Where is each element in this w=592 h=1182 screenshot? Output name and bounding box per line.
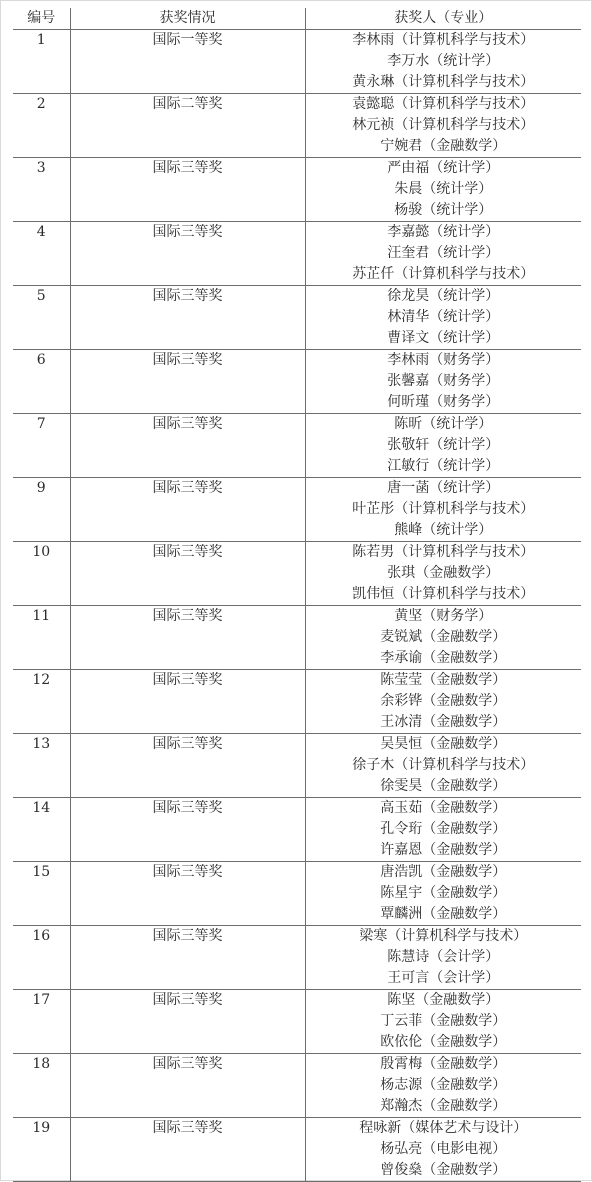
award-level: 国际三等奖 <box>70 1118 305 1182</box>
winners-cell <box>305 158 581 222</box>
winners-cell <box>305 1118 581 1182</box>
winner-entry: 张馨嘉（财务学） <box>387 373 500 389</box>
row-number: 14 <box>13 798 70 862</box>
award-level: 国际三等奖 <box>70 414 305 478</box>
winner-entry: 陈若男（计算机科学与技术） <box>352 544 535 560</box>
winner-entry: 程咏新（媒体艺术与设计） <box>359 1120 528 1136</box>
winner-entry: 林清华（统计学） <box>387 309 500 325</box>
winners-cell <box>305 798 581 862</box>
winner-entry: 李林雨（财务学） <box>387 352 500 368</box>
table-row <box>13 286 581 350</box>
winner-entry: 李万水（统计学） <box>387 53 500 69</box>
winners-cell <box>305 350 581 414</box>
winners-cell <box>305 414 581 478</box>
winner-entry: 杨骏（统计学） <box>394 202 493 218</box>
winner-entry: 宁婉君（金融数学） <box>380 138 507 154</box>
table-row <box>13 670 581 734</box>
table-row <box>13 30 581 94</box>
row-number: 18 <box>13 1054 70 1118</box>
winner-entry: 李嘉懿（统计学） <box>387 224 500 240</box>
winner-entry: 欧依伦（金融数学） <box>380 1034 507 1050</box>
winner-entry: 张敬轩（统计学） <box>387 437 500 453</box>
table-row <box>13 158 581 222</box>
header-row <box>13 8 581 30</box>
winners-cell <box>305 926 581 990</box>
table-row <box>13 478 581 542</box>
table-row <box>13 1118 581 1182</box>
row-number: 19 <box>13 1118 70 1182</box>
winner-entry: 林元祯（计算机科学与技术） <box>352 117 535 133</box>
winner-entry: 徐子木（计算机科学与技术） <box>352 757 535 773</box>
winner-entry: 唐一菡（统计学） <box>387 480 500 496</box>
winner-entry: 殷霄梅（金融数学） <box>380 1056 507 1072</box>
row-number: 4 <box>13 222 70 286</box>
winner-entry: 李承谕（金融数学） <box>380 650 507 666</box>
row-number: 11 <box>13 606 70 670</box>
award-level: 国际三等奖 <box>70 478 305 542</box>
award-level: 国际三等奖 <box>70 670 305 734</box>
award-level: 国际三等奖 <box>70 990 305 1054</box>
winner-entry: 汪奎君（统计学） <box>387 245 500 261</box>
winner-entry: 丁云菲（金融数学） <box>380 1013 507 1029</box>
table-row <box>13 414 581 478</box>
row-number: 7 <box>13 414 70 478</box>
winners-cell <box>305 478 581 542</box>
winner-entry: 覃麟洲（金融数学） <box>380 906 507 922</box>
header-award: 获奖情况 <box>70 8 305 30</box>
row-number: 9 <box>13 478 70 542</box>
winner-entry: 杨弘亮（电影电视） <box>380 1141 507 1157</box>
table-row <box>13 350 581 414</box>
header-number: 编号 <box>13 8 70 30</box>
winners-cell <box>305 670 581 734</box>
table-header <box>13 8 581 30</box>
winners-cell <box>305 542 581 606</box>
winner-entry: 徐龙昊（统计学） <box>387 288 500 304</box>
awards-table <box>13 8 581 1182</box>
award-level: 国际二等奖 <box>70 94 305 158</box>
table-row <box>13 542 581 606</box>
row-number: 5 <box>13 286 70 350</box>
winners-cell <box>305 222 581 286</box>
table-row <box>13 926 581 990</box>
row-number: 15 <box>13 862 70 926</box>
table-body <box>13 30 581 1182</box>
winner-entry: 孔令珩（金融数学） <box>380 821 507 837</box>
winner-entry: 李林雨（计算机科学与技术） <box>352 32 535 48</box>
award-level: 国际一等奖 <box>70 30 305 94</box>
winner-entry: 高玉茹（金融数学） <box>380 800 507 816</box>
table-row <box>13 862 581 926</box>
winner-entry: 曾俊燊（金融数学） <box>380 1162 507 1178</box>
row-number: 3 <box>13 158 70 222</box>
winners-cell <box>305 286 581 350</box>
winner-entry: 江敏行（统计学） <box>387 458 500 474</box>
winner-entry: 陈昕（统计学） <box>394 416 493 432</box>
winner-entry: 曹译文（统计学） <box>387 330 500 346</box>
winner-entry: 陈莹莹（金融数学） <box>380 672 507 688</box>
winner-entry: 唐浩凯（金融数学） <box>380 864 507 880</box>
winner-entry: 袁懿聪（计算机科学与技术） <box>352 96 535 112</box>
table-row <box>13 798 581 862</box>
award-level: 国际三等奖 <box>70 862 305 926</box>
row-number: 13 <box>13 734 70 798</box>
row-number: 12 <box>13 670 70 734</box>
winner-entry: 朱晨（统计学） <box>394 181 493 197</box>
winner-entry: 梁寒（计算机科学与技术） <box>359 928 528 944</box>
winner-entry: 陈慧诗（会计学） <box>387 949 500 965</box>
winner-entry: 徐雯昊（金融数学） <box>380 778 507 794</box>
winners-cell <box>305 94 581 158</box>
winners-cell <box>305 1054 581 1118</box>
table-row <box>13 1054 581 1118</box>
award-level: 国际三等奖 <box>70 350 305 414</box>
winner-entry: 麦锐斌（金融数学） <box>380 629 507 645</box>
award-level: 国际三等奖 <box>70 734 305 798</box>
winners-cell <box>305 990 581 1054</box>
winner-entry: 杨志源（金融数学） <box>380 1077 507 1093</box>
award-level: 国际三等奖 <box>70 542 305 606</box>
winners-cell <box>305 606 581 670</box>
winner-entry: 余彩铧（金融数学） <box>380 693 507 709</box>
winner-entry: 许嘉恩（金融数学） <box>380 842 507 858</box>
award-level: 国际三等奖 <box>70 222 305 286</box>
row-number: 17 <box>13 990 70 1054</box>
winner-entry: 张琪（金融数学） <box>387 565 500 581</box>
table-row <box>13 990 581 1054</box>
row-number: 10 <box>13 542 70 606</box>
winners-cell <box>305 734 581 798</box>
award-level: 国际三等奖 <box>70 798 305 862</box>
winner-entry: 黄永琳（计算机科学与技术） <box>352 74 535 90</box>
winner-entry: 王冰清（金融数学） <box>380 714 507 730</box>
winner-entry: 严由福（统计学） <box>387 160 500 176</box>
table-row <box>13 94 581 158</box>
row-number: 2 <box>13 94 70 158</box>
winners-cell <box>305 862 581 926</box>
table-row <box>13 734 581 798</box>
award-level: 国际三等奖 <box>70 606 305 670</box>
row-number: 6 <box>13 350 70 414</box>
winner-entry: 吴昊恒（金融数学） <box>380 736 507 752</box>
award-level: 国际三等奖 <box>70 1054 305 1118</box>
row-number: 16 <box>13 926 70 990</box>
winner-entry: 陈坚（金融数学） <box>387 992 500 1008</box>
winner-entry: 叶芷彤（计算机科学与技术） <box>352 501 535 517</box>
winner-entry: 郑瀚杰（金融数学） <box>380 1098 507 1114</box>
winner-entry: 王可言（会计学） <box>387 970 500 986</box>
winner-entry: 熊峰（统计学） <box>394 522 493 538</box>
award-level: 国际三等奖 <box>70 158 305 222</box>
table-row <box>13 606 581 670</box>
winner-entry: 苏芷仟（计算机科学与技术） <box>352 266 535 282</box>
winner-entry: 凯伟恒（计算机科学与技术） <box>352 586 535 602</box>
header-winners: 获奖人（专业） <box>305 8 581 30</box>
table-row <box>13 222 581 286</box>
award-level: 国际三等奖 <box>70 926 305 990</box>
row-number: 1 <box>13 30 70 94</box>
winner-entry: 黄坚（财务学） <box>394 608 493 624</box>
winner-entry: 陈星宇（金融数学） <box>380 885 507 901</box>
award-level: 国际三等奖 <box>70 286 305 350</box>
winners-cell <box>305 30 581 94</box>
winner-entry: 何昕瑾（财务学） <box>387 394 500 410</box>
